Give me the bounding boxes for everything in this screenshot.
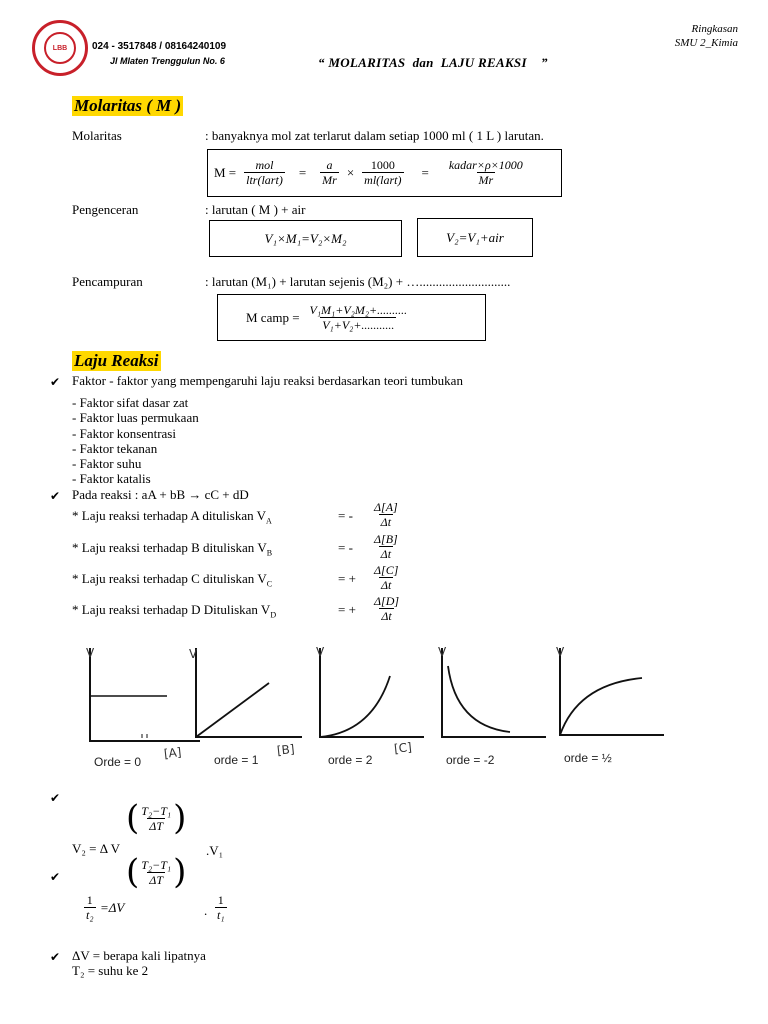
rate-fraction-d: $\frac{\Delta[D]}{\Delta t}$ — [374, 594, 400, 623]
graph-bracket-label: [B] — [276, 741, 296, 758]
time-formula-right: $\frac{1}{\text{t₁}}$ — [217, 893, 225, 922]
list-item: - Faktor luas permukaan — [72, 410, 199, 426]
list-item: - Faktor tekanan — [72, 440, 158, 456]
check-icon: ✔ — [50, 950, 61, 964]
rate-row-d: * Laju reaksi terhadap D Dituliskan $V_D$ — [72, 602, 277, 620]
check-icon: ✔ — [50, 489, 61, 503]
pengenceran-air-box — [417, 218, 533, 257]
camp-m: M camp = — [246, 309, 300, 325]
graph-bracket-label: [A] — [163, 745, 183, 761]
pencampuran-formula-box — [217, 294, 486, 341]
v2-formula-left: V₂ = Δ V — [72, 841, 121, 856]
header-subject: SMU 2_Kimia — [674, 37, 738, 49]
check-icon: ✔ — [50, 375, 61, 389]
formula-eq-1: = — [298, 164, 307, 180]
reaksi-equation: Pada reaksi : aA + bB → cC + dD — [72, 487, 249, 502]
exponent-paren-1: ( $\frac{\text{T₂−T₁}}{\Delta T}$ ) — [126, 798, 187, 838]
graph-orde-half — [556, 645, 664, 765]
formula-eq-2: = — [421, 164, 429, 180]
graph-axis-label: V — [86, 646, 95, 660]
rate-fraction-c: $\frac{\Delta[C]}{\Delta t}$ — [374, 563, 399, 592]
check-icon: ✔ — [50, 870, 61, 884]
pencampuran-text: : larutan (M₁) + larutan sejenis (M₂) + …............................ — [205, 274, 511, 289]
graph-order-label: Orde = 0 — [94, 755, 142, 769]
rate-row-a: * Laju reaksi terhadap A dituliskan $V_A$ — [72, 508, 272, 526]
formula-a-per-mr: $\frac{a}{Mr}$ — [322, 158, 337, 187]
formula-1000-per-ml: $\frac{1000}{\text{ml(lart)}}$ — [364, 158, 402, 187]
pencampuran-label: Pencampuran — [72, 274, 143, 289]
rate-sign-a: = - — [338, 508, 353, 523]
logo-text: LBB — [52, 44, 68, 52]
list-item: - Faktor sifat dasar zat — [72, 395, 189, 410]
faktor-list — [72, 395, 199, 487]
delta-v-definition: ΔV = berapa kali lipatnya — [72, 948, 206, 963]
molaritas-label: Molaritas — [72, 128, 122, 143]
formula-mol-per-ltr: $\frac{\text{mol}}{\text{ltr(lart)}}$ — [246, 158, 283, 187]
graph-axis-label: V — [316, 645, 325, 659]
logo-seal — [32, 20, 88, 76]
graph-bracket-label: [C] — [393, 740, 413, 756]
time-formula-dot: . — [204, 903, 208, 918]
pengenceran-formula: V₁×M₁=V₂×M₂ — [264, 231, 347, 246]
graph-axis-label: V — [438, 645, 447, 659]
graph-orde-1 — [189, 647, 302, 767]
graph-orde-0 — [86, 646, 200, 769]
header-address: Jl Mlaten Trenggulun No. 6 — [110, 56, 225, 66]
graph-orde-2 — [316, 645, 424, 767]
list-item: - Faktor katalis — [72, 471, 151, 487]
header-phone: 024 - 3517848 / 08164240109 — [92, 41, 227, 52]
rate-row-b: * Laju reaksi terhadap B dituliskan $V_B$ — [72, 540, 273, 558]
rate-fraction-b: $\frac{\Delta[B]}{\Delta t}$ — [374, 532, 398, 561]
molaritas-definition: : banyaknya mol zat terlarut dalam setiap 1000 ml ( 1 L ) larutan. — [205, 128, 544, 143]
pengenceran-formula-box — [209, 220, 402, 257]
camp-fraction: $\frac{\text{V₁M₁+V₂M₂+..........}}{\text{V₁+V₂+...........}}$ — [309, 303, 408, 332]
graph-order-label: orde = 2 — [328, 753, 373, 767]
formula-kadar: $\frac{\text{kadar×ρ×1000}}{Mr}$ — [448, 158, 523, 187]
section-title-molaritas: Molaritas ( M ) — [74, 96, 182, 115]
section-title-laju: Laju Reaksi — [74, 351, 159, 370]
header-ringkasan: Ringkasan — [691, 23, 738, 35]
time-formula-mid: =ΔV — [100, 900, 125, 915]
graph-order-label: orde = ½ — [564, 751, 612, 765]
rate-row-c: * Laju reaksi terhadap C dituliskan $V_C$ — [72, 571, 273, 589]
graph-order-label: orde = -2 — [446, 753, 495, 767]
graph-order-label: orde = 1 — [214, 753, 259, 767]
faktor-intro: Faktor - faktor yang mempengaruhi laju reaksi berdasarkan teori tumbukan — [72, 373, 463, 388]
v2-formula-right: .V₁ — [206, 843, 224, 858]
rate-sign-b: = - — [338, 540, 353, 555]
order-graphs — [72, 636, 712, 778]
graph-orde-minus-2 — [438, 645, 546, 767]
rate-sign-d: = + — [338, 602, 356, 617]
list-item: - Faktor suhu — [72, 456, 142, 472]
pengenceran-text: : larutan ( M ) + air — [205, 202, 306, 217]
graph-axis-label: V — [556, 645, 565, 659]
formula-times: × — [346, 164, 355, 180]
pengenceran-air-formula: V₂=V₁+air — [446, 230, 504, 245]
check-icon: ✔ — [50, 791, 61, 805]
list-item: - Faktor konsentrasi — [72, 425, 176, 441]
rate-fraction-a: $\frac{\Delta[A]}{\Delta t}$ — [374, 500, 398, 529]
page-title: “ MOLARITAS dan LAJU REAKSI ” — [318, 55, 548, 70]
pengenceran-label: Pengenceran — [72, 202, 139, 217]
molaritas-formula-box — [207, 149, 562, 197]
rate-sign-c: = + — [338, 571, 356, 586]
t2-definition: T₂ = suhu ke 2 — [72, 963, 149, 978]
formula-m: M = — [214, 164, 237, 180]
exponent-paren-2: ( $\frac{\text{T₂−T₁}}{\Delta T}$ ) — [126, 852, 187, 892]
graph-axis-label: V — [189, 647, 198, 661]
time-formula-left: $\frac{1}{\text{t₂}}$ — [86, 893, 94, 922]
